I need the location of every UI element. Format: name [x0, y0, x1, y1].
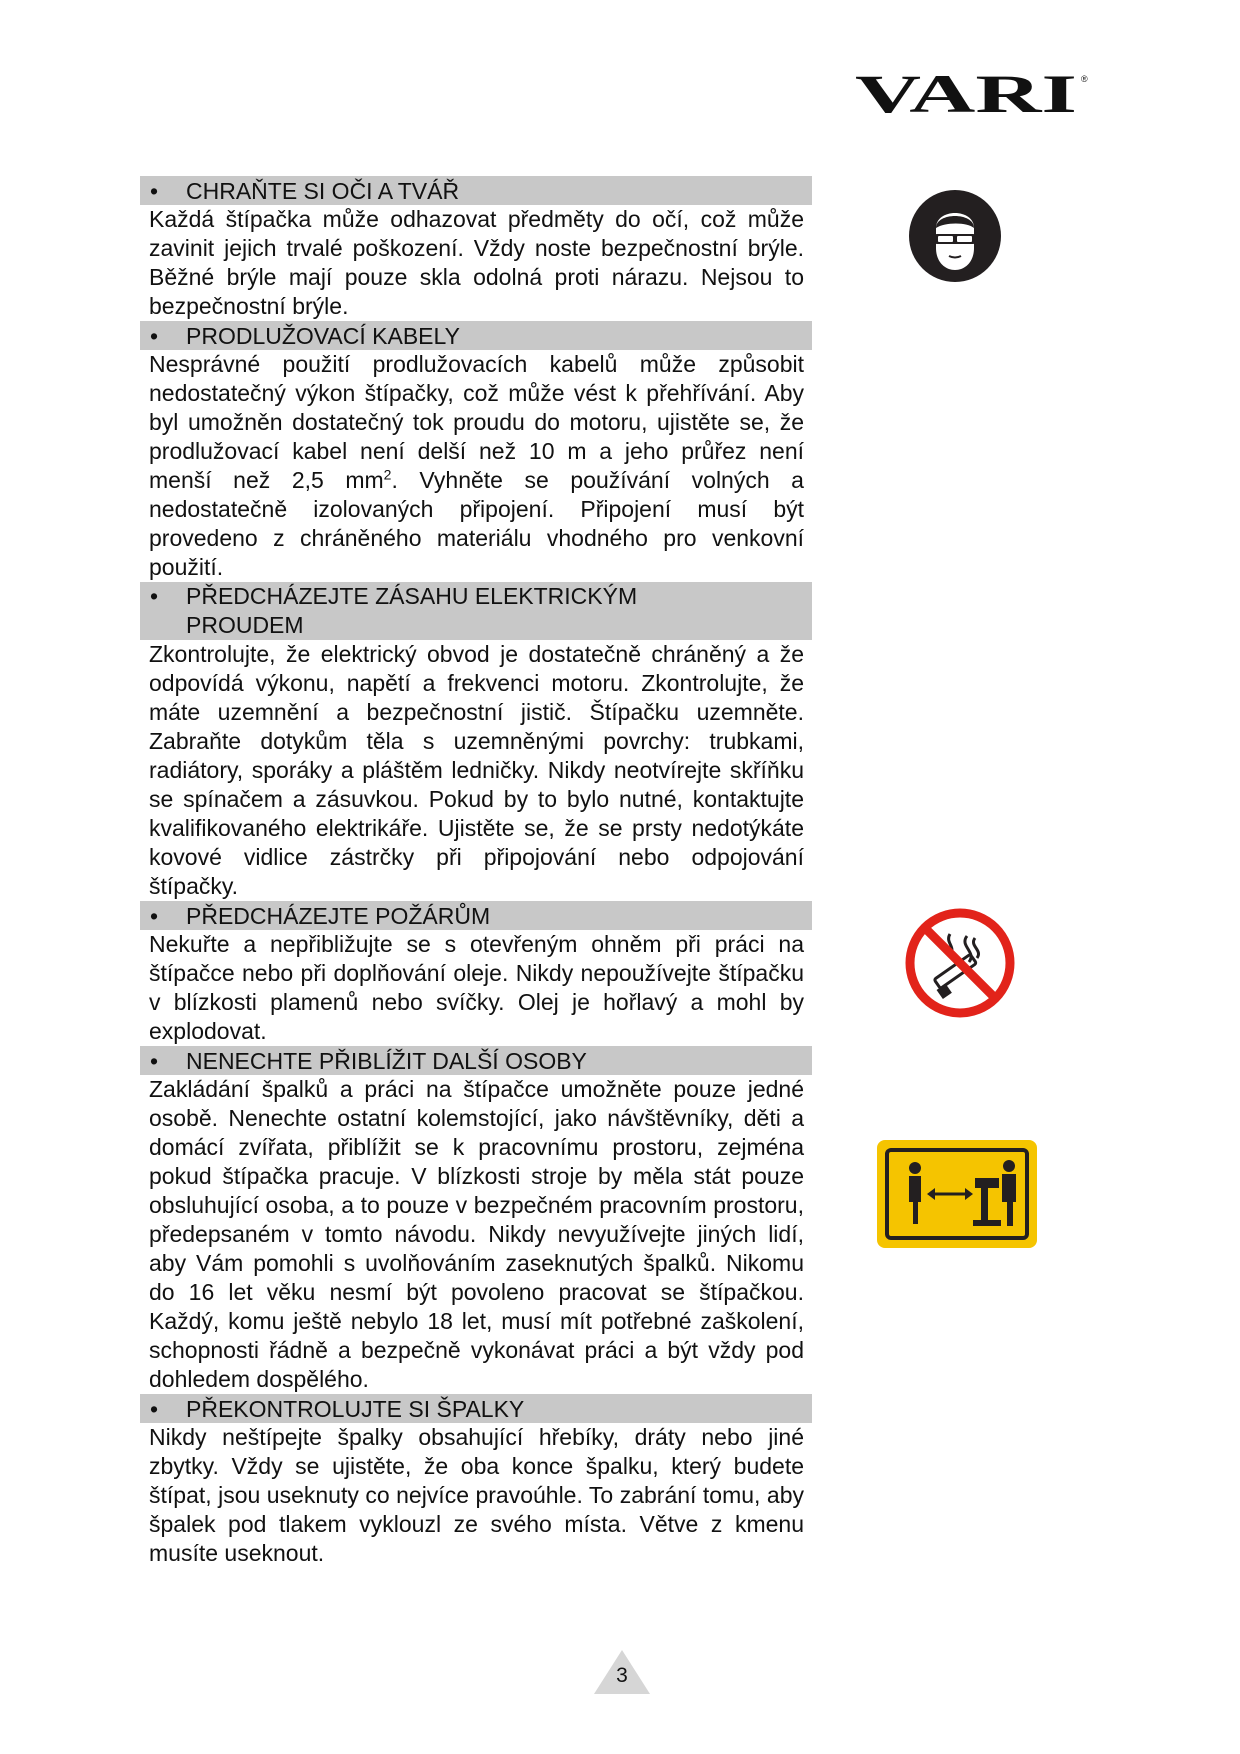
brand-name: VARI: [855, 72, 1077, 116]
heading-text: PRODLUŽOVACÍ KABELY: [186, 323, 460, 349]
bullet: •: [150, 178, 159, 204]
section-heading-persons: [140, 1046, 812, 1075]
text-part: Nesprávné použití prodlužovacích kabelů může způsobit nedostatečný výkon štípačky, což může vést k přehřívání. Aby byl umožněn dostatečný tok proudu do motoru, ujistěte se, že prodlužovací kabel není delší než 10 m a jeho průřez není menší než 2,5 mm: [149, 351, 804, 493]
superscript: 2: [383, 466, 392, 483]
heading-text: NENECHTE PŘIBLÍŽIT DALŠÍ OSOBY: [186, 1048, 587, 1074]
section-text-cables: [140, 350, 812, 582]
section-heading-eyes: [140, 176, 812, 205]
heading-text-line2: PROUDEM: [186, 612, 304, 638]
section-text-fire: Nekuřte a nepřibližujte se s otevřeným ohněm při práci na štípačce nebo při doplňování oleje. Nikdy nepoužívejte štípačku v blízkosti plamenů nebo svíčky. Olej je hořlavý a mohl by explodovat.: [149, 931, 804, 1044]
section-heading-logs: [140, 1394, 812, 1423]
bullet: •: [150, 583, 159, 609]
heading-text: PŘEDCHÁZEJTE POŽÁRŮM: [186, 903, 491, 929]
section-text-persons: Zakládání špalků a práci na štípačce umožněte pouze jedné osobě. Nenechte ostatní kolemstojící, jako návštěvníky, děti a domácí zvířata, přiblížit se k pracovnímu prostoru, zejména pokud štípačka pracuje. V blízkosti stroje by měla stát pouze obsluhující osoba, a to pouze v bezpečném pracovním prostoru, předepsaném v tomto návodu. Nikdy nevyužívejte jiných lidí, aby Vám pomohli s uvolňováním zaseknutých špalků. Nikomu do 16 let věku nesmí být povoleno pracovat se štípačkou. Každý, komu ještě nebylo 18 let, musí mít potřebné zaškolení, schopnosti řádně a bezpečně vykonávat práci a být vždy pod dohledem dospělého.: [149, 1076, 804, 1392]
page-number: [594, 1650, 650, 1694]
safety-content: [140, 176, 812, 1568]
bullet: •: [150, 903, 159, 929]
section-text-electric: Zkontrolujte, že elektrický obvod je dostatečně chráněný a že odpovídá výkonu, napětí a frekvenci motoru. Zkontrolujte, že máte uzemnění a bezpečnostní jistič. Štípačku uzemněte. Zabraňte dotykům těla s uzemněnými povrchy: trubkami, radiátory, sporáky a pláštěm ledničky. Nikdy neotvírejte skříňku se spínačem a zásuvkou. Pokud by to bylo nutné, kontaktujte kvalifikovaného elektrikáře. Ujistěte se, že se prsty nedotýkáte kovové vidlice zástrčky při připojování nebo odpojování štípačky.: [149, 641, 804, 899]
section-text-logs: Nikdy neštípejte špalky obsahující hřebíky, dráty nebo jiné zbytky. Vždy se ujistěte, že oba konce špalku, který budete štípat, jsou useknuty co nejvíce pravoúhle. To zabrání tomu, aby špalek pod tlakem vyklouzl ze svého místa. Větve z kmenu musíte useknout.: [149, 1424, 804, 1566]
heading-text-line1: PŘEDCHÁZEJTE ZÁSAHU ELEKTRICKÝM: [186, 583, 638, 609]
no-smoking-no-fire-sign-icon: [905, 908, 1015, 1018]
keep-distance-sign-icon: [877, 1140, 1037, 1248]
eye-protection-sign-icon: [909, 190, 1001, 282]
vari-logo: [855, 72, 1095, 116]
section-heading-electric: [140, 582, 812, 640]
section-heading-fire: [140, 901, 812, 930]
bullet: •: [150, 1396, 159, 1422]
heading-text: CHRAŇTE SI OČI A TVÁŘ: [186, 178, 460, 204]
heading-text: PŘEKONTROLUJTE SI ŠPALKY: [186, 1396, 525, 1422]
section-heading-cables: [140, 321, 812, 350]
bullet: •: [150, 1048, 159, 1074]
page-number-text: 3: [616, 1664, 628, 1687]
registered-mark: ®: [1081, 74, 1088, 84]
text-part: . Vyhněte se používání volných a nedostatečně izolovaných připojení. Připojení musí být provedeno z chráněného materiálu vhodného pro venkovní použití.: [149, 467, 804, 580]
bullet: •: [150, 323, 159, 349]
section-text-eyes: Každá štípačka může odhazovat předměty do očí, což může zavinit jejich trvalé poškození. Vždy noste bezpečnostní brýle. Běžné brýle mají pouze skla odolná proti nárazu. Nejsou to bezpečnostní brýle.: [149, 206, 804, 319]
